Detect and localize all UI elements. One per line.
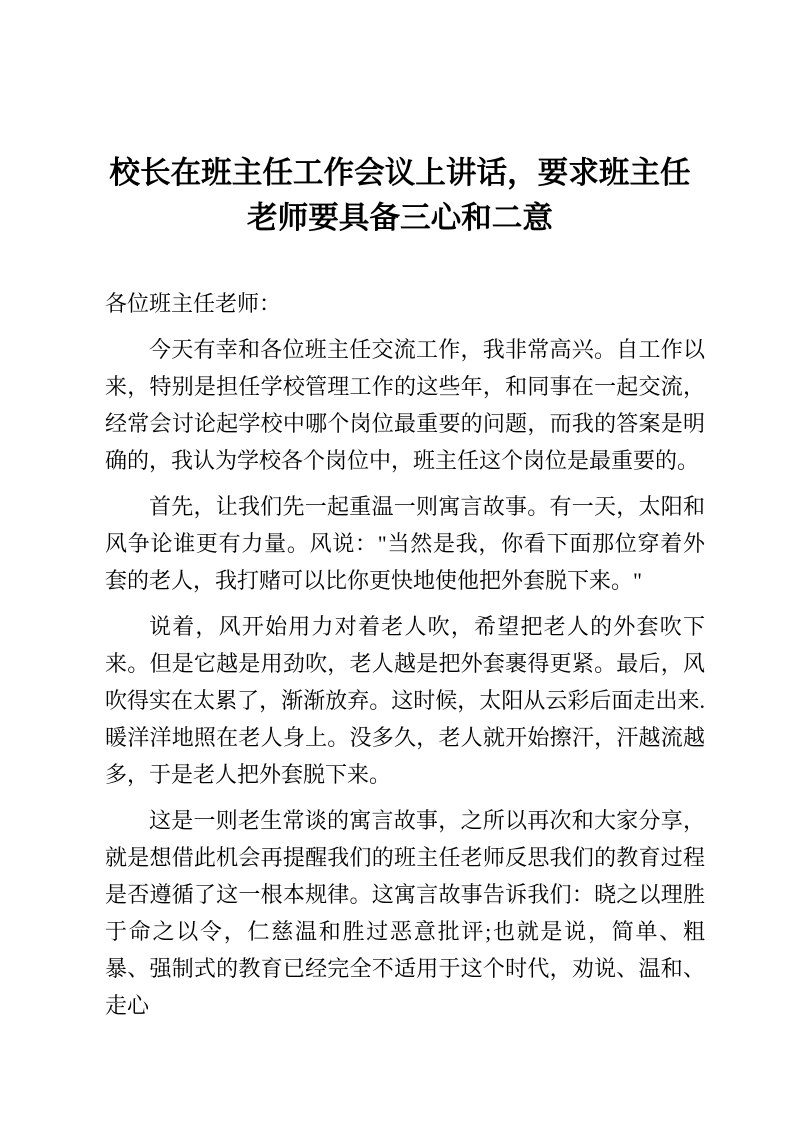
- paragraph-3: 说着，风开始用力对着老人吹，希望把老人的外套吹下来。但是它越是用劲吹，老人越是把外套裹得更紧。最后，风吹得实在太累了，渐渐放弃。这时候，太阳从云彩后面走出来.暖洋洋地照在老人身上。没多久，老人就开始擦汗，汗越流越多，于是老人把外套脱下来。: [105, 614, 705, 787]
- paragraph-2: 首先，让我们先一起重温一则寓言故事。有一天，太阳和风争论谁更有力量。风说："当然是我，你看下面那位穿着外套的老人，我打赌可以比你更快地使他把外套脱下来。": [105, 494, 705, 593]
- salutation: 各位班主任老师：: [105, 291, 282, 316]
- paragraph-1: 今天有幸和各位班主任交流工作，我非常高兴。自工作以来，特别是担任学校管理工作的这些年，和同事在一起交流，经常会讨论起学校中哪个岗位最重要的问题，而我的答案是明确的，我认为学校各个岗位中，班主任这个岗位是最重要的。: [105, 337, 705, 473]
- paragraph-4: 这是一则老生常谈的寓言故事，之所以再次和大家分享，就是想借此机会再提醒我们的班主任老师反思我们的教育过程是否遵循了这一根本规律。这寓言故事告诉我们：晓之以理胜于命之以令，仁慈温和胜过恶意批评;也就是说，简单、粗暴、强制式的教育已经完全不适用于这个时代，劝说、温和、走心: [105, 808, 705, 1018]
- document-title: 校长在班主任工作会议上讲话，要求班主任老师要具备三心和二意: [109, 156, 691, 235]
